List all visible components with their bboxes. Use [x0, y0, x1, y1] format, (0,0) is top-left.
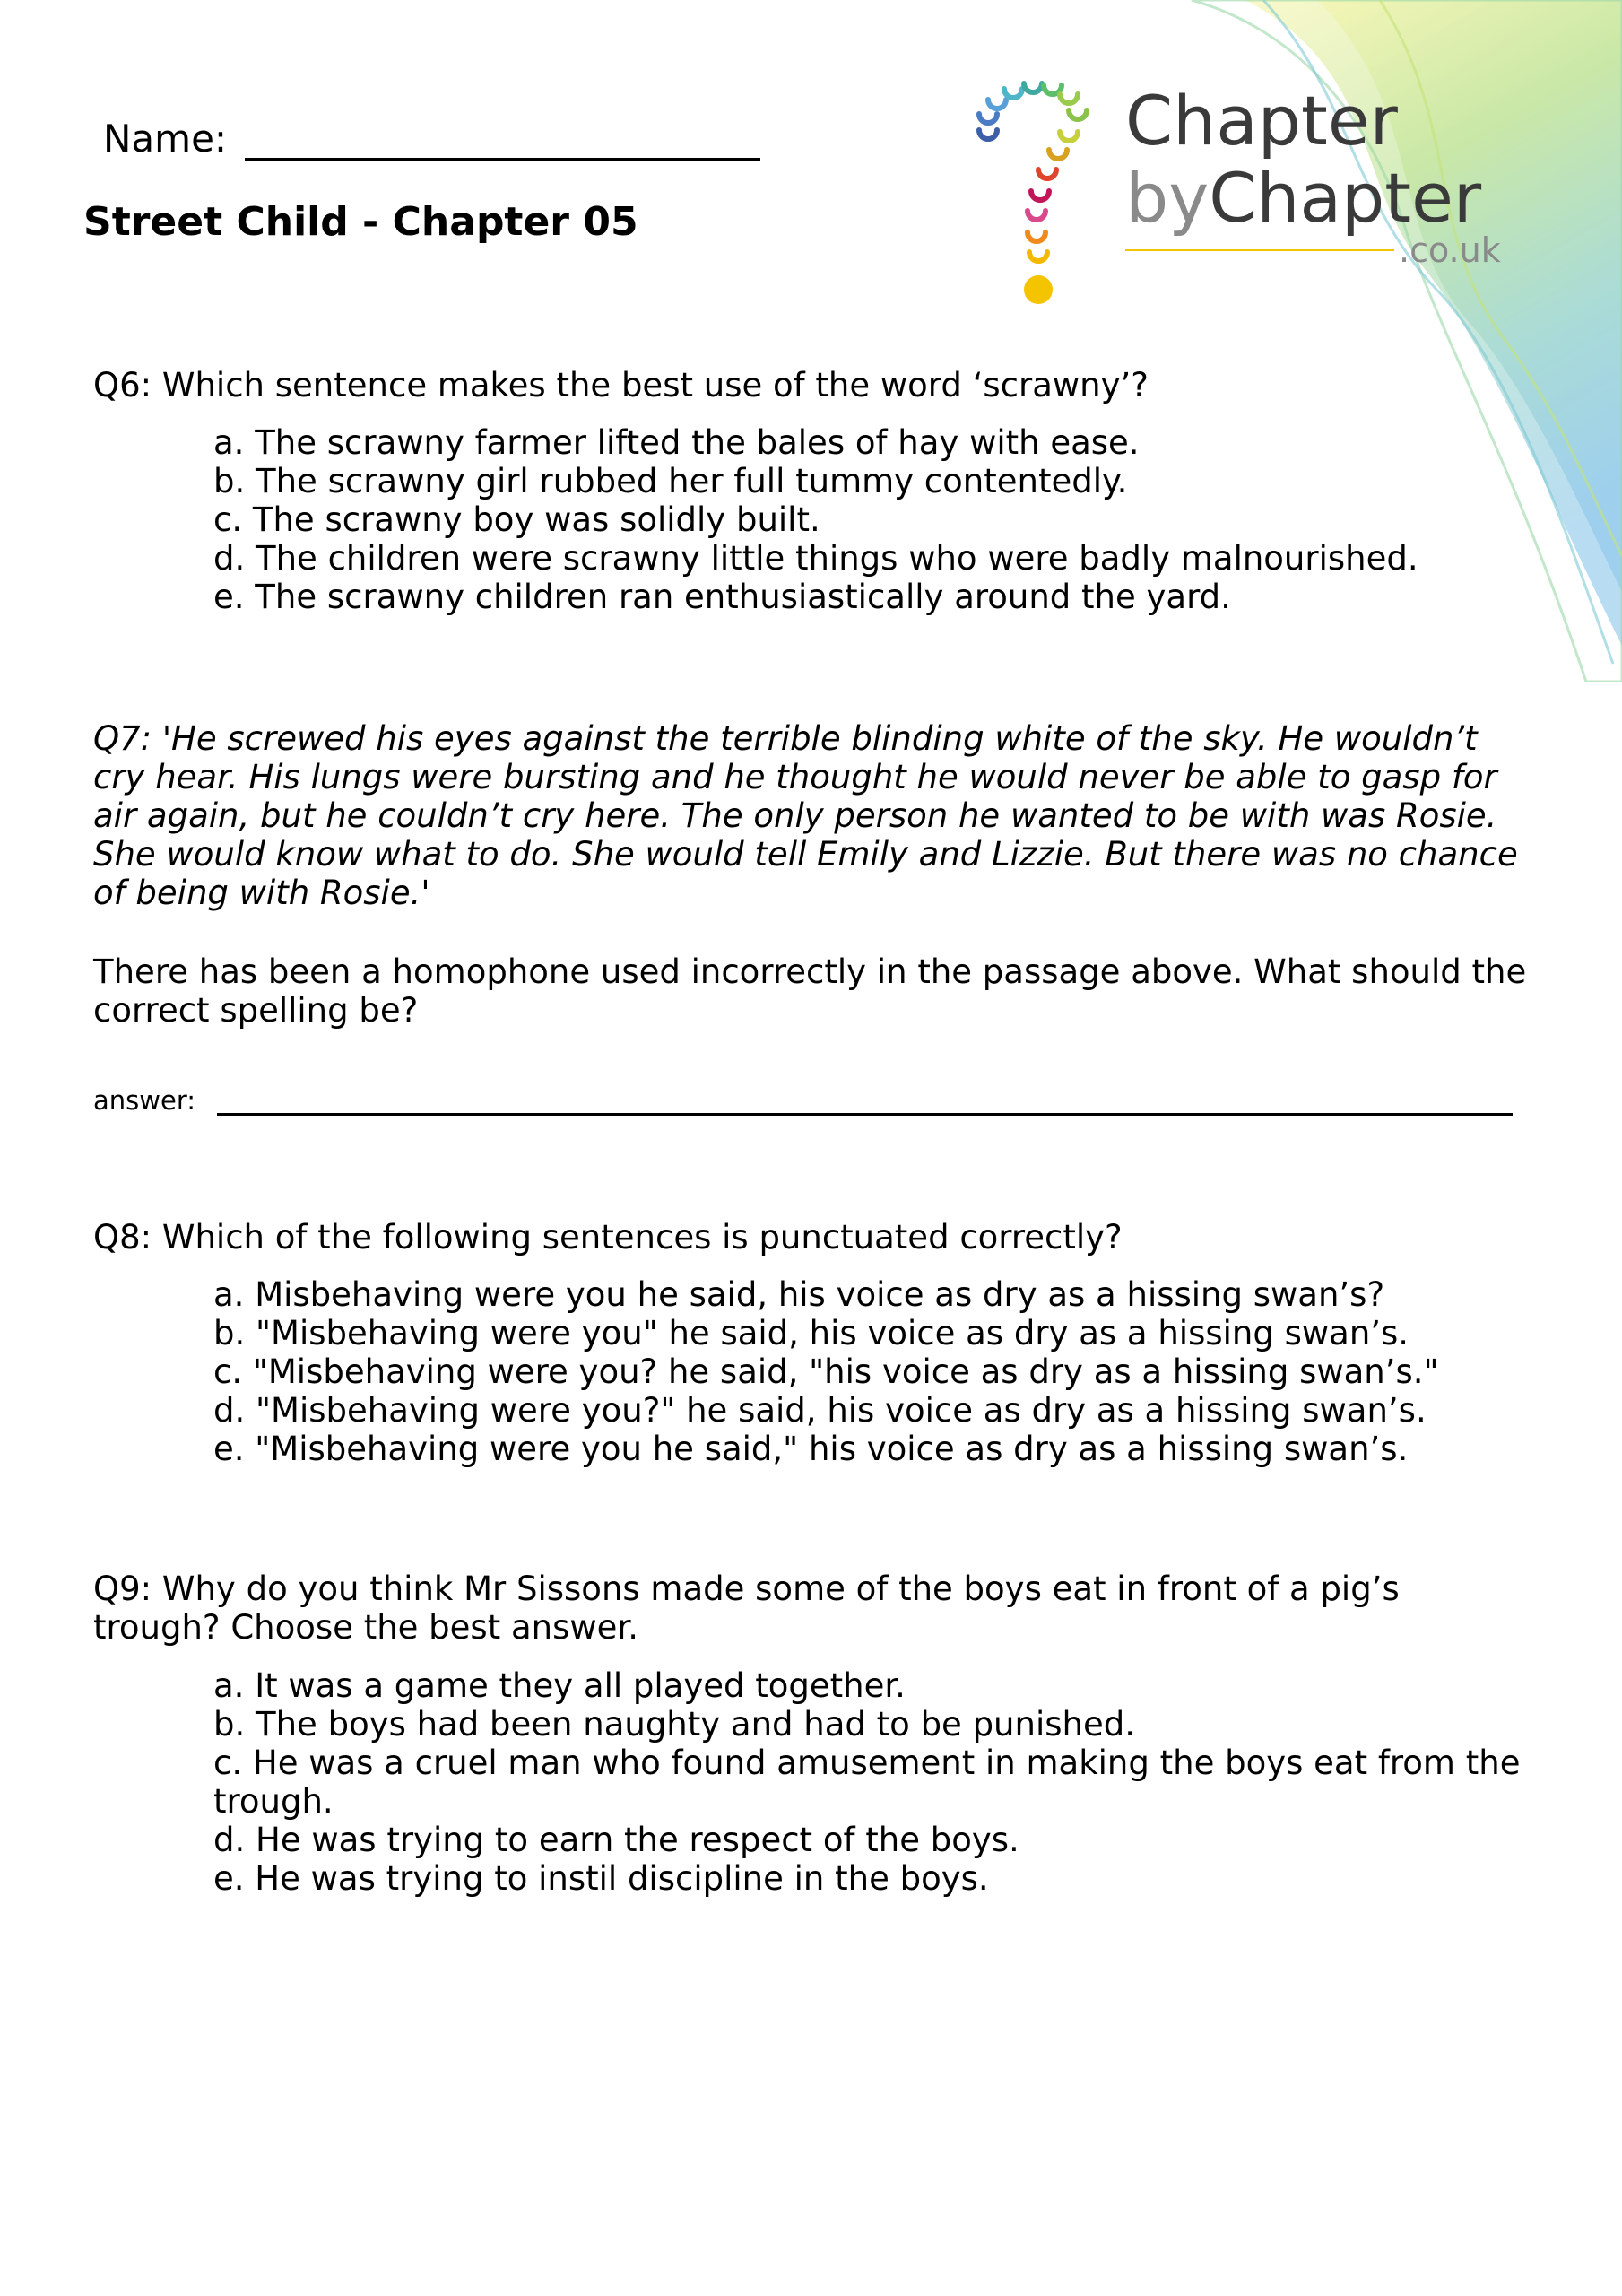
- logo-word-by-chapter: [1125, 158, 1482, 238]
- logo-word-by: by: [1125, 158, 1210, 238]
- q6-option-a: a. The scrawny farmer lifted the bales of hay with ease.: [213, 423, 1140, 462]
- q7-passage: Q7: 'He screwed his eyes against the terrible blinding white of the sky. He wouldn’t cry hear. His lungs were bursting and he thought he would never be able to gasp for air again, but he couldn’t cry here. The only person he wanted to be with was Rosie. She would know what to do. She would tell Emily and Lizzie. But there was no chance of being with Rosie.': [93, 719, 1518, 912]
- q9-option-a: a. It was a game they all played together.: [213, 1666, 906, 1705]
- worksheet-title: Street Child - Chapter 05: [83, 199, 638, 245]
- q8-option-c: c. "Misbehaving were you? he said, "his voice as dry as a hissing swan’s.": [213, 1352, 1439, 1391]
- q8-option-e: e. "Misbehaving were you he said," his voice as dry as a hissing swan’s.: [213, 1430, 1409, 1468]
- q9-option-b: b. The boys had been naughty and had to be punished.: [213, 1705, 1135, 1744]
- q7-answer-label: answer:: [93, 1085, 196, 1116]
- q9-option-d: d. He was trying to earn the respect of the boys.: [213, 1821, 1019, 1859]
- q9-options: [213, 1666, 1540, 1898]
- name-blank-line[interactable]: [245, 122, 760, 161]
- q6-option-d: d. The children were scrawny little things who were badly malnourished.: [213, 539, 1418, 578]
- logo-word-chapter-2: Chapter: [1209, 158, 1482, 238]
- q6-option-e: e. The scrawny children ran enthusiastically around the yard.: [213, 578, 1231, 616]
- question-mark-books-icon: [959, 49, 1121, 318]
- chapter-by-chapter-logo: [959, 49, 1551, 318]
- name-row: [103, 117, 760, 161]
- q8-options: [213, 1275, 1540, 1468]
- logo-domain: .co.uk: [1399, 230, 1501, 270]
- q6-option-c: c. The scrawny boy was solidly built.: [213, 500, 820, 539]
- q8-option-b: b. "Misbehaving were you" he said, his voice as dry as a hissing swan’s.: [213, 1314, 1409, 1352]
- q8-option-d: d. "Misbehaving were you?" he said, his voice as dry as a hissing swan’s.: [213, 1391, 1427, 1430]
- q8-option-a: a. Misbehaving were you he said, his voice as dry as a hissing swan’s?: [213, 1275, 1385, 1314]
- logo-underline: [1125, 249, 1394, 251]
- q9-prompt: Q9: Why do you think Mr Sissons made some of the boys eat in front of a pig’s trough? Choose the best answer.: [93, 1570, 1400, 1647]
- q6-options: [213, 423, 1540, 616]
- q9-option-c: c. He was a cruel man who found amusement in making the boys eat from the trough.: [213, 1744, 1521, 1821]
- q6-prompt: Q6: Which sentence makes the best use of the word ‘scrawny’?: [93, 366, 1149, 404]
- q7-prompt: There has been a homophone used incorrectly in the passage above. What should the correct spelling be?: [93, 952, 1527, 1030]
- q7-answer-row: [93, 1085, 1513, 1116]
- q9-option-e: e. He was trying to instil discipline in the boys.: [213, 1859, 989, 1898]
- q7-answer-line[interactable]: [217, 1088, 1513, 1116]
- q6-option-b: b. The scrawny girl rubbed her full tummy contentedly.: [213, 462, 1128, 500]
- name-label: Name:: [103, 117, 228, 161]
- logo-word-chapter: Chapter: [1125, 81, 1398, 161]
- q8-prompt: Q8: Which of the following sentences is punctuated correctly?: [93, 1218, 1123, 1257]
